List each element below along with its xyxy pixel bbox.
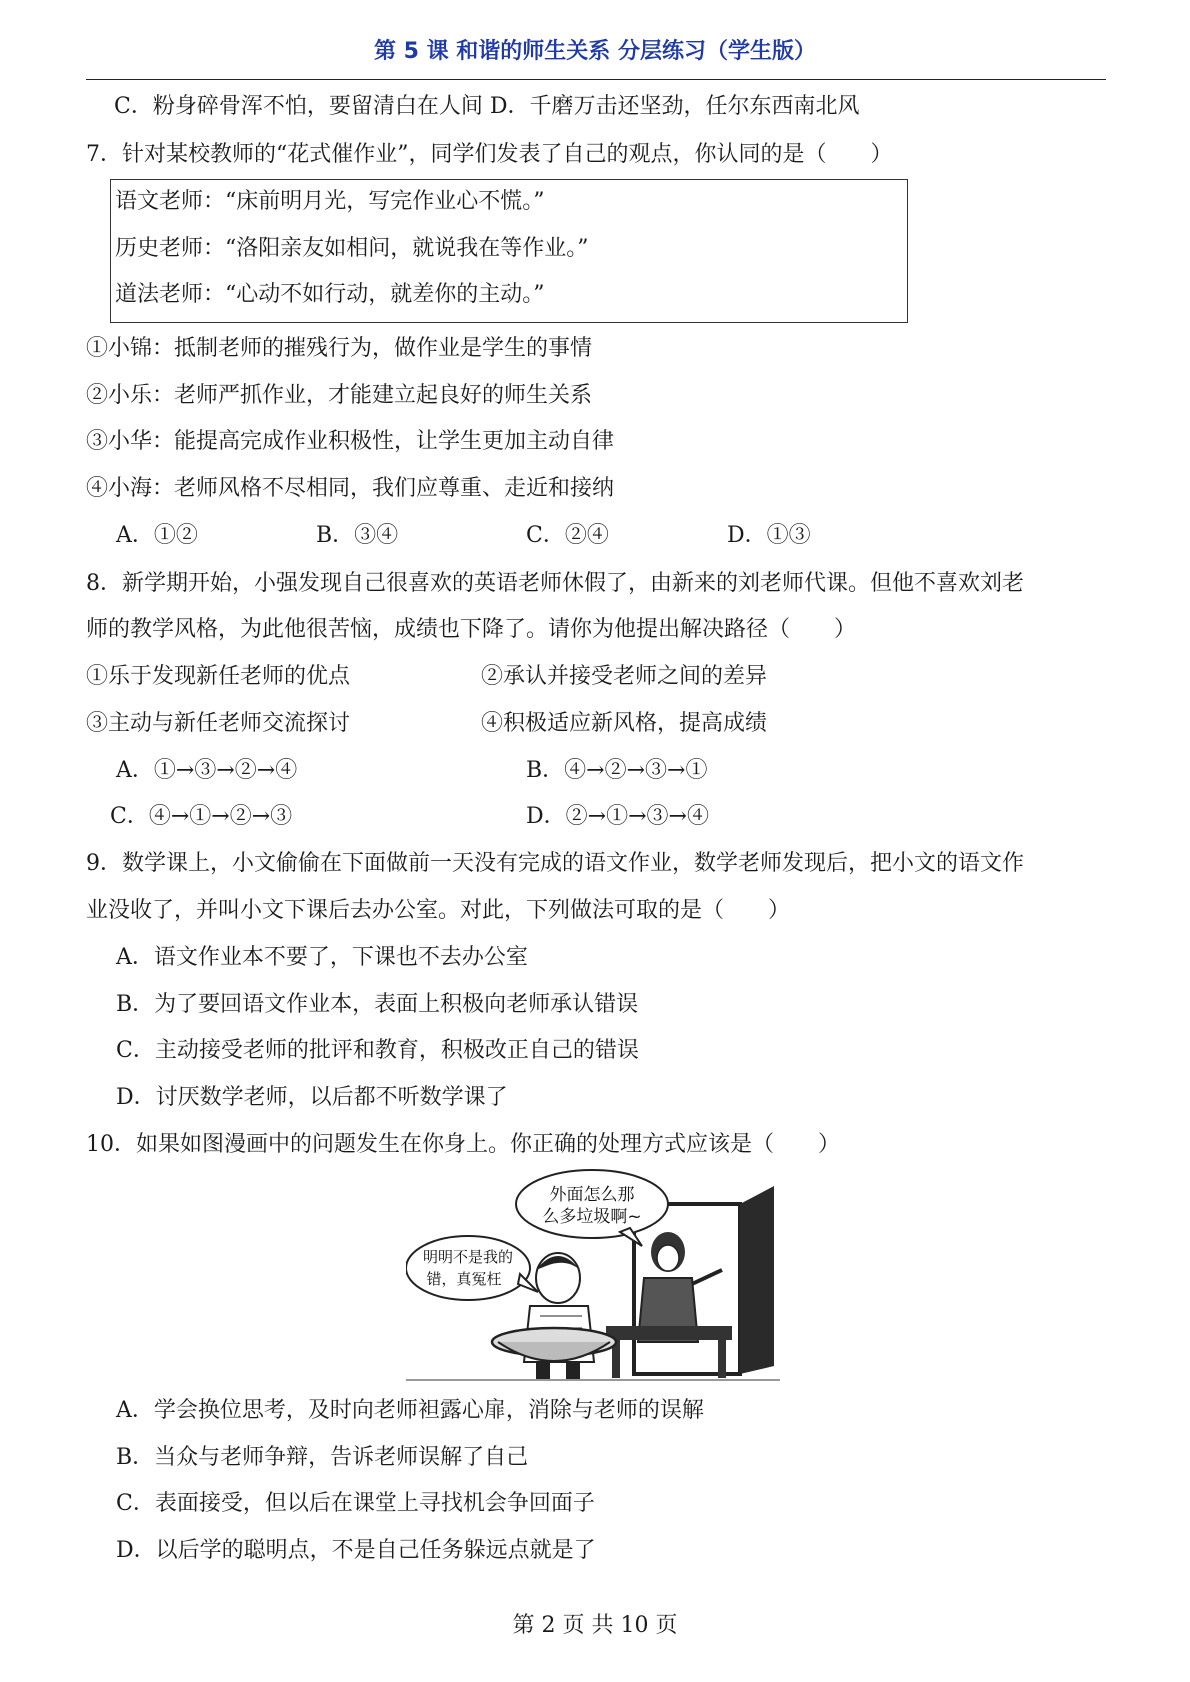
teacher-speech-line-1: 外面怎么那 [549, 1185, 635, 1205]
q7-stem: 7．针对某校教师的“花式催作业”，同学们发表了自己的观点，你认同的是（ ） [86, 142, 893, 167]
q10-option-a: A．学会换位思考，及时向老师袒露心扉，消除与老师的误解 [116, 1398, 704, 1423]
q8-statement: ①乐于发现新任老师的优点 [86, 664, 351, 689]
q8-option-b: B．④→②→③→① [526, 758, 708, 783]
q10-option-b: B．当众与老师争辩，告诉老师误解了自己 [116, 1445, 529, 1470]
q8-stem-line-2: 师的教学风格，为此他很苦恼，成绩也下降了。请你为他提出解决路径（ ） [86, 617, 857, 642]
q7-statement: ②小乐：老师严抓作业，才能建立起良好的师生关系 [86, 383, 593, 408]
q6-options-tail: C．粉身碎骨浑不怕，要留清白在人间 D．千磨万击还坚劲，任尔东西南北风 [114, 94, 860, 119]
q7-statement: ④小海：老师风格不尽相同，我们应尊重、走近和接纳 [86, 476, 615, 501]
q8-statement: ③主动与新任老师交流探讨 [86, 711, 351, 736]
q7-quote-box [110, 179, 908, 323]
q10-option-c: C．表面接受，但以后在课堂上寻找机会争回面子 [116, 1491, 595, 1516]
student-speech-line-1: 明明不是我的 [422, 1248, 514, 1266]
q9-option-d: D．讨厌数学老师，以后都不听数学课了 [116, 1085, 508, 1110]
q9-option-c: C．主动接受老师的批评和教育，积极改正自己的错误 [116, 1038, 639, 1063]
q7-quote: 历史老师：“洛阳亲友如相问，就说我在等作业。” [115, 236, 589, 261]
q9-stem-line-2: 业没收了，并叫小文下课后去办公室。对此，下列做法可取的是（ ） [86, 898, 791, 923]
q7-option-a: A．①② [116, 523, 198, 548]
q9-option-a: A．语文作业本不要了，下课也不去办公室 [116, 945, 528, 970]
q9-option-b: B．为了要回语文作业本，表面上积极向老师承认错误 [116, 992, 639, 1017]
teacher-speech-line-2: 么多垃圾啊~ [542, 1207, 642, 1227]
q9-stem-line-1: 9．数学课上，小文偷偷在下面做前一天没有完成的语文作业，数学老师发现后，把小文的语文作 [86, 851, 1025, 876]
q8-statement: ②承认并接受老师之间的差异 [481, 664, 768, 689]
q7-option-b: B．③④ [316, 523, 399, 548]
page-number: 第 2 页 共 10 页 [512, 1613, 678, 1638]
q8-option-a: A．①→③→②→④ [116, 758, 298, 783]
cartoon-illustration [406, 1166, 780, 1384]
q7-statement: ③小华：能提高完成作业积极性，让学生更加主动自律 [86, 429, 615, 454]
student-speech-line-2: 错，真冤枉 [426, 1270, 502, 1288]
q7-option-c: C．②④ [526, 523, 609, 548]
q7-statement: ①小锦：抵制老师的摧残行为，做作业是学生的事情 [86, 336, 593, 361]
header-divider [86, 79, 1106, 80]
q8-statement: ④积极适应新风格，提高成绩 [481, 711, 768, 736]
q8-option-c: C．④→①→②→③ [110, 804, 293, 829]
q8-option-d: D．②→①→③→④ [526, 804, 709, 829]
page-title: 第 5 课 和谐的师生关系 分层练习（学生版） [374, 39, 816, 64]
q10-stem: 10．如果如图漫画中的问题发生在你身上。你正确的处理方式应该是（ ） [86, 1132, 840, 1157]
q8-stem-line-1: 8．新学期开始，小强发现自己很喜欢的英语老师休假了，由新来的刘老师代课。但他不喜欢刘老 [86, 571, 1025, 596]
q7-quote: 语文老师：“床前明月光，写完作业心不慌。” [115, 189, 545, 214]
q7-quote: 道法老师：“心动不如行动，就差你的主动。” [115, 282, 545, 307]
q7-option-d: D．①③ [727, 523, 811, 548]
q10-option-d: D．以后学的聪明点，不是自己任务躲远点就是了 [116, 1538, 596, 1563]
